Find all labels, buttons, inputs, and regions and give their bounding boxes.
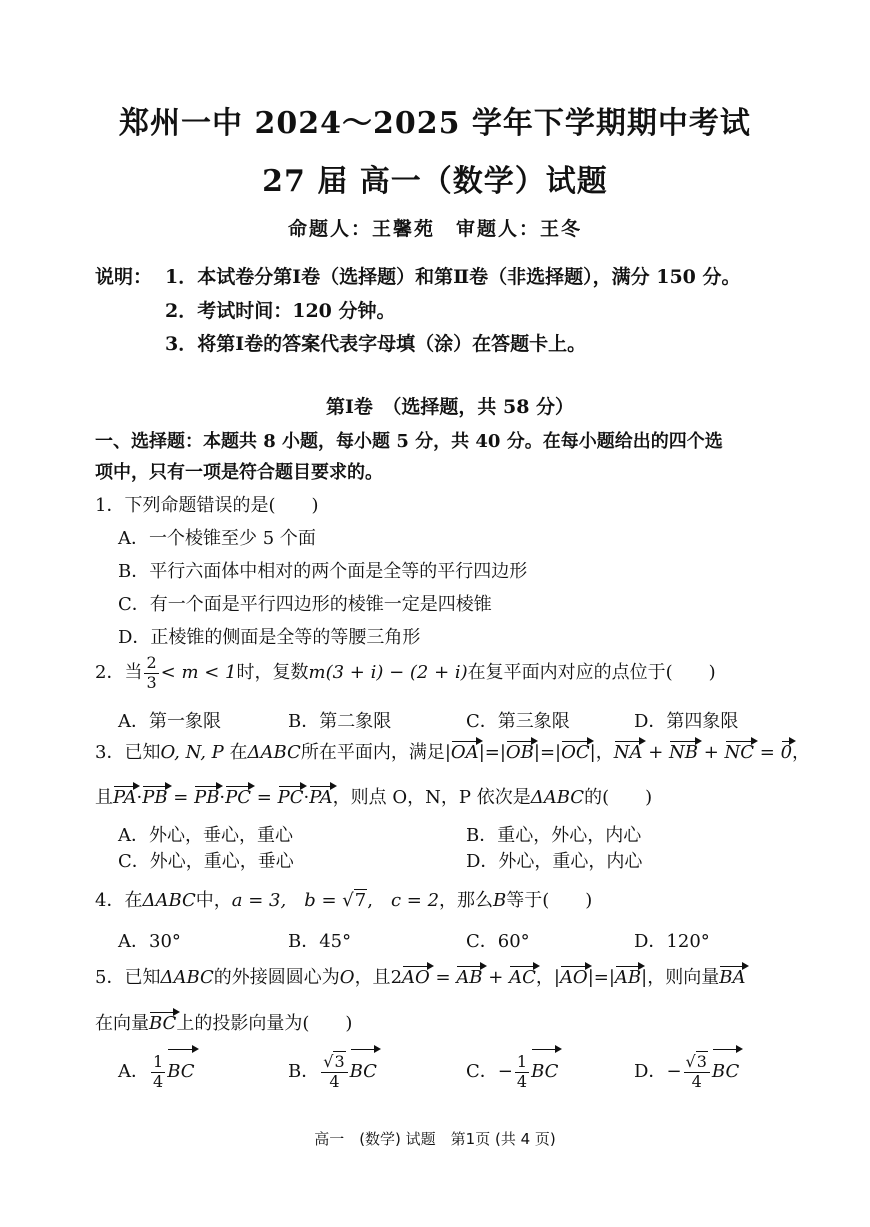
q5-option-b: B． $\frac{√3}{4}$ BC	[288, 1050, 377, 1094]
q2-inequality: < m < 1	[160, 662, 237, 683]
q4-text-3: ，那么	[439, 890, 494, 911]
q2-expression: m(3 + i) − (2 + i)	[308, 662, 468, 683]
q4-B: B	[493, 890, 507, 911]
q3-triangle-2: ΔABC	[530, 787, 585, 808]
q4-option-b: B．45°	[288, 931, 352, 952]
q5-text-1: 5．已知	[95, 967, 161, 988]
q1-option-c: C．有一个面是平行四边形的棱锥一定是四棱锥	[118, 594, 492, 615]
q5-line-2b: 上的投影向量为( )	[176, 1013, 353, 1034]
q5-option-a: A． $\frac{1}{4}$ BC	[118, 1050, 195, 1094]
q2-prefix: 2．当	[95, 662, 143, 683]
q3-line-2-end: 的( )	[584, 787, 653, 808]
q3-line-1	[95, 738, 810, 764]
q4-option-c: C．60°	[466, 931, 530, 952]
exam-authors: 命题人：王馨苑 审题人：王冬	[287, 218, 582, 240]
q2-stem	[95, 651, 716, 695]
q5-text-4: ，则向量	[647, 967, 720, 988]
q5-triangle: ΔABC	[160, 967, 214, 988]
q4-text-2: 中，	[195, 890, 232, 911]
q5-text-2: 的外接圆圆心为	[213, 967, 340, 988]
q4-triangle: ΔABC	[142, 890, 196, 911]
note-1: 1．本试卷分第Ⅰ卷（选择题）和第Ⅱ卷（非选择题），满分 150 分。	[165, 266, 741, 288]
q3-and: 且	[95, 787, 113, 808]
q1-option-a: A．一个棱锥至少 5 个面	[118, 528, 316, 549]
q5-condition: 2AO = AB + AC，|AO|=|AB|	[390, 967, 648, 988]
q3-option-a: A．外心，垂心，重心	[118, 825, 293, 846]
q3-option-b: B．重心，外心，内心	[466, 825, 642, 846]
section-instructions-2: 项中，只有一项是符合题目要求的。	[95, 462, 383, 483]
q3-option-d: D．外心，重心，内心	[466, 851, 643, 872]
q4-text-4: 等于( )	[506, 890, 593, 911]
q1-stem: 1．下列命题错误的是( )	[95, 495, 319, 516]
q3-option-c: C．外心，重心，垂心	[118, 851, 294, 872]
exam-title: 郑州一中 2024～2025 学年下学期期中考试	[119, 106, 751, 141]
q3-triangle: ΔABC	[247, 742, 301, 763]
q3-line-2	[95, 783, 652, 809]
q3-points: O, N, P	[160, 742, 224, 763]
q4-option-a: A．30°	[118, 931, 181, 952]
q2-option-d: D．第四象限	[634, 711, 739, 732]
q4-text-1: 4．在	[95, 890, 143, 911]
q4-a: a = 3,	[231, 890, 287, 911]
q5-vector-bc: BC	[149, 1013, 177, 1034]
q4-stem: 4．在ΔABC中，a = 3, b = √7, c = 2，那么B等于( )	[95, 890, 593, 911]
q3-condition-1: |OA|=|OB|=|OC|，NA + NB + NC = 0，	[444, 742, 811, 763]
q2-option-a: A．第一象限	[118, 711, 221, 732]
q2-frac-den: 3	[146, 672, 157, 692]
q4-c: c = 2	[390, 890, 440, 911]
q3-line-2-suffix: ，则点 O，N，P 依次是	[332, 787, 531, 808]
q2-option-b: B．第二象限	[288, 711, 392, 732]
q3-text-3: 所在平面内，满足	[300, 742, 445, 763]
q5-O: O	[339, 967, 355, 988]
exam-subtitle: 27 届 高一（数学）试题	[262, 164, 608, 199]
q5-line-1	[95, 963, 745, 989]
q2-middle: 时，复数	[236, 662, 309, 683]
note-2: 2．考试时间：120 分钟。	[165, 300, 396, 322]
q2-option-c: C．第三象限	[466, 711, 570, 732]
q1-option-b: B．平行六面体中相对的两个面是全等的平行四边形	[118, 561, 528, 582]
q3-text-2: 在	[229, 742, 248, 763]
section-instructions-1: 一、选择题：本题共 8 小题，每小题 5 分，共 40 分。在每小题给出的四个选	[95, 431, 723, 452]
q5-text-3: ，且	[354, 967, 391, 988]
q5-line-2	[95, 1009, 352, 1035]
q4-b: b =	[304, 890, 343, 911]
q2-fraction	[144, 654, 158, 692]
q5-option-d: D．− $\frac{√3}{4}$ BC	[634, 1050, 739, 1094]
q3-text-1: 3．已知	[95, 742, 161, 763]
q5-line-2a: 在向量	[95, 1013, 149, 1034]
q5-option-c: C．− $\frac{1}{4}$ BC	[466, 1050, 558, 1094]
q2-suffix: 在复平面内对应的点位于( )	[467, 662, 716, 683]
q4-sqrt: √7	[342, 890, 367, 911]
q3-condition-2: PA·PB = PB·PC = PC·PA	[113, 787, 333, 808]
q2-frac-num: 2	[146, 653, 157, 673]
q1-option-d: D．正棱锥的侧面是全等的等腰三角形	[118, 627, 421, 648]
notes-label: 说明：	[95, 266, 153, 288]
q5-vector-ba: BA	[719, 967, 746, 988]
q4-option-d: D．120°	[634, 931, 710, 952]
note-3: 3．将第Ⅰ卷的答案代表字母填（涂）在答题卡上。	[165, 333, 587, 355]
section-heading: 第Ⅰ卷 （选择题，共 58 分）	[326, 396, 575, 418]
page-footer: 高一 (数学) 试题 第1页 (共 4 页)	[314, 1130, 556, 1148]
